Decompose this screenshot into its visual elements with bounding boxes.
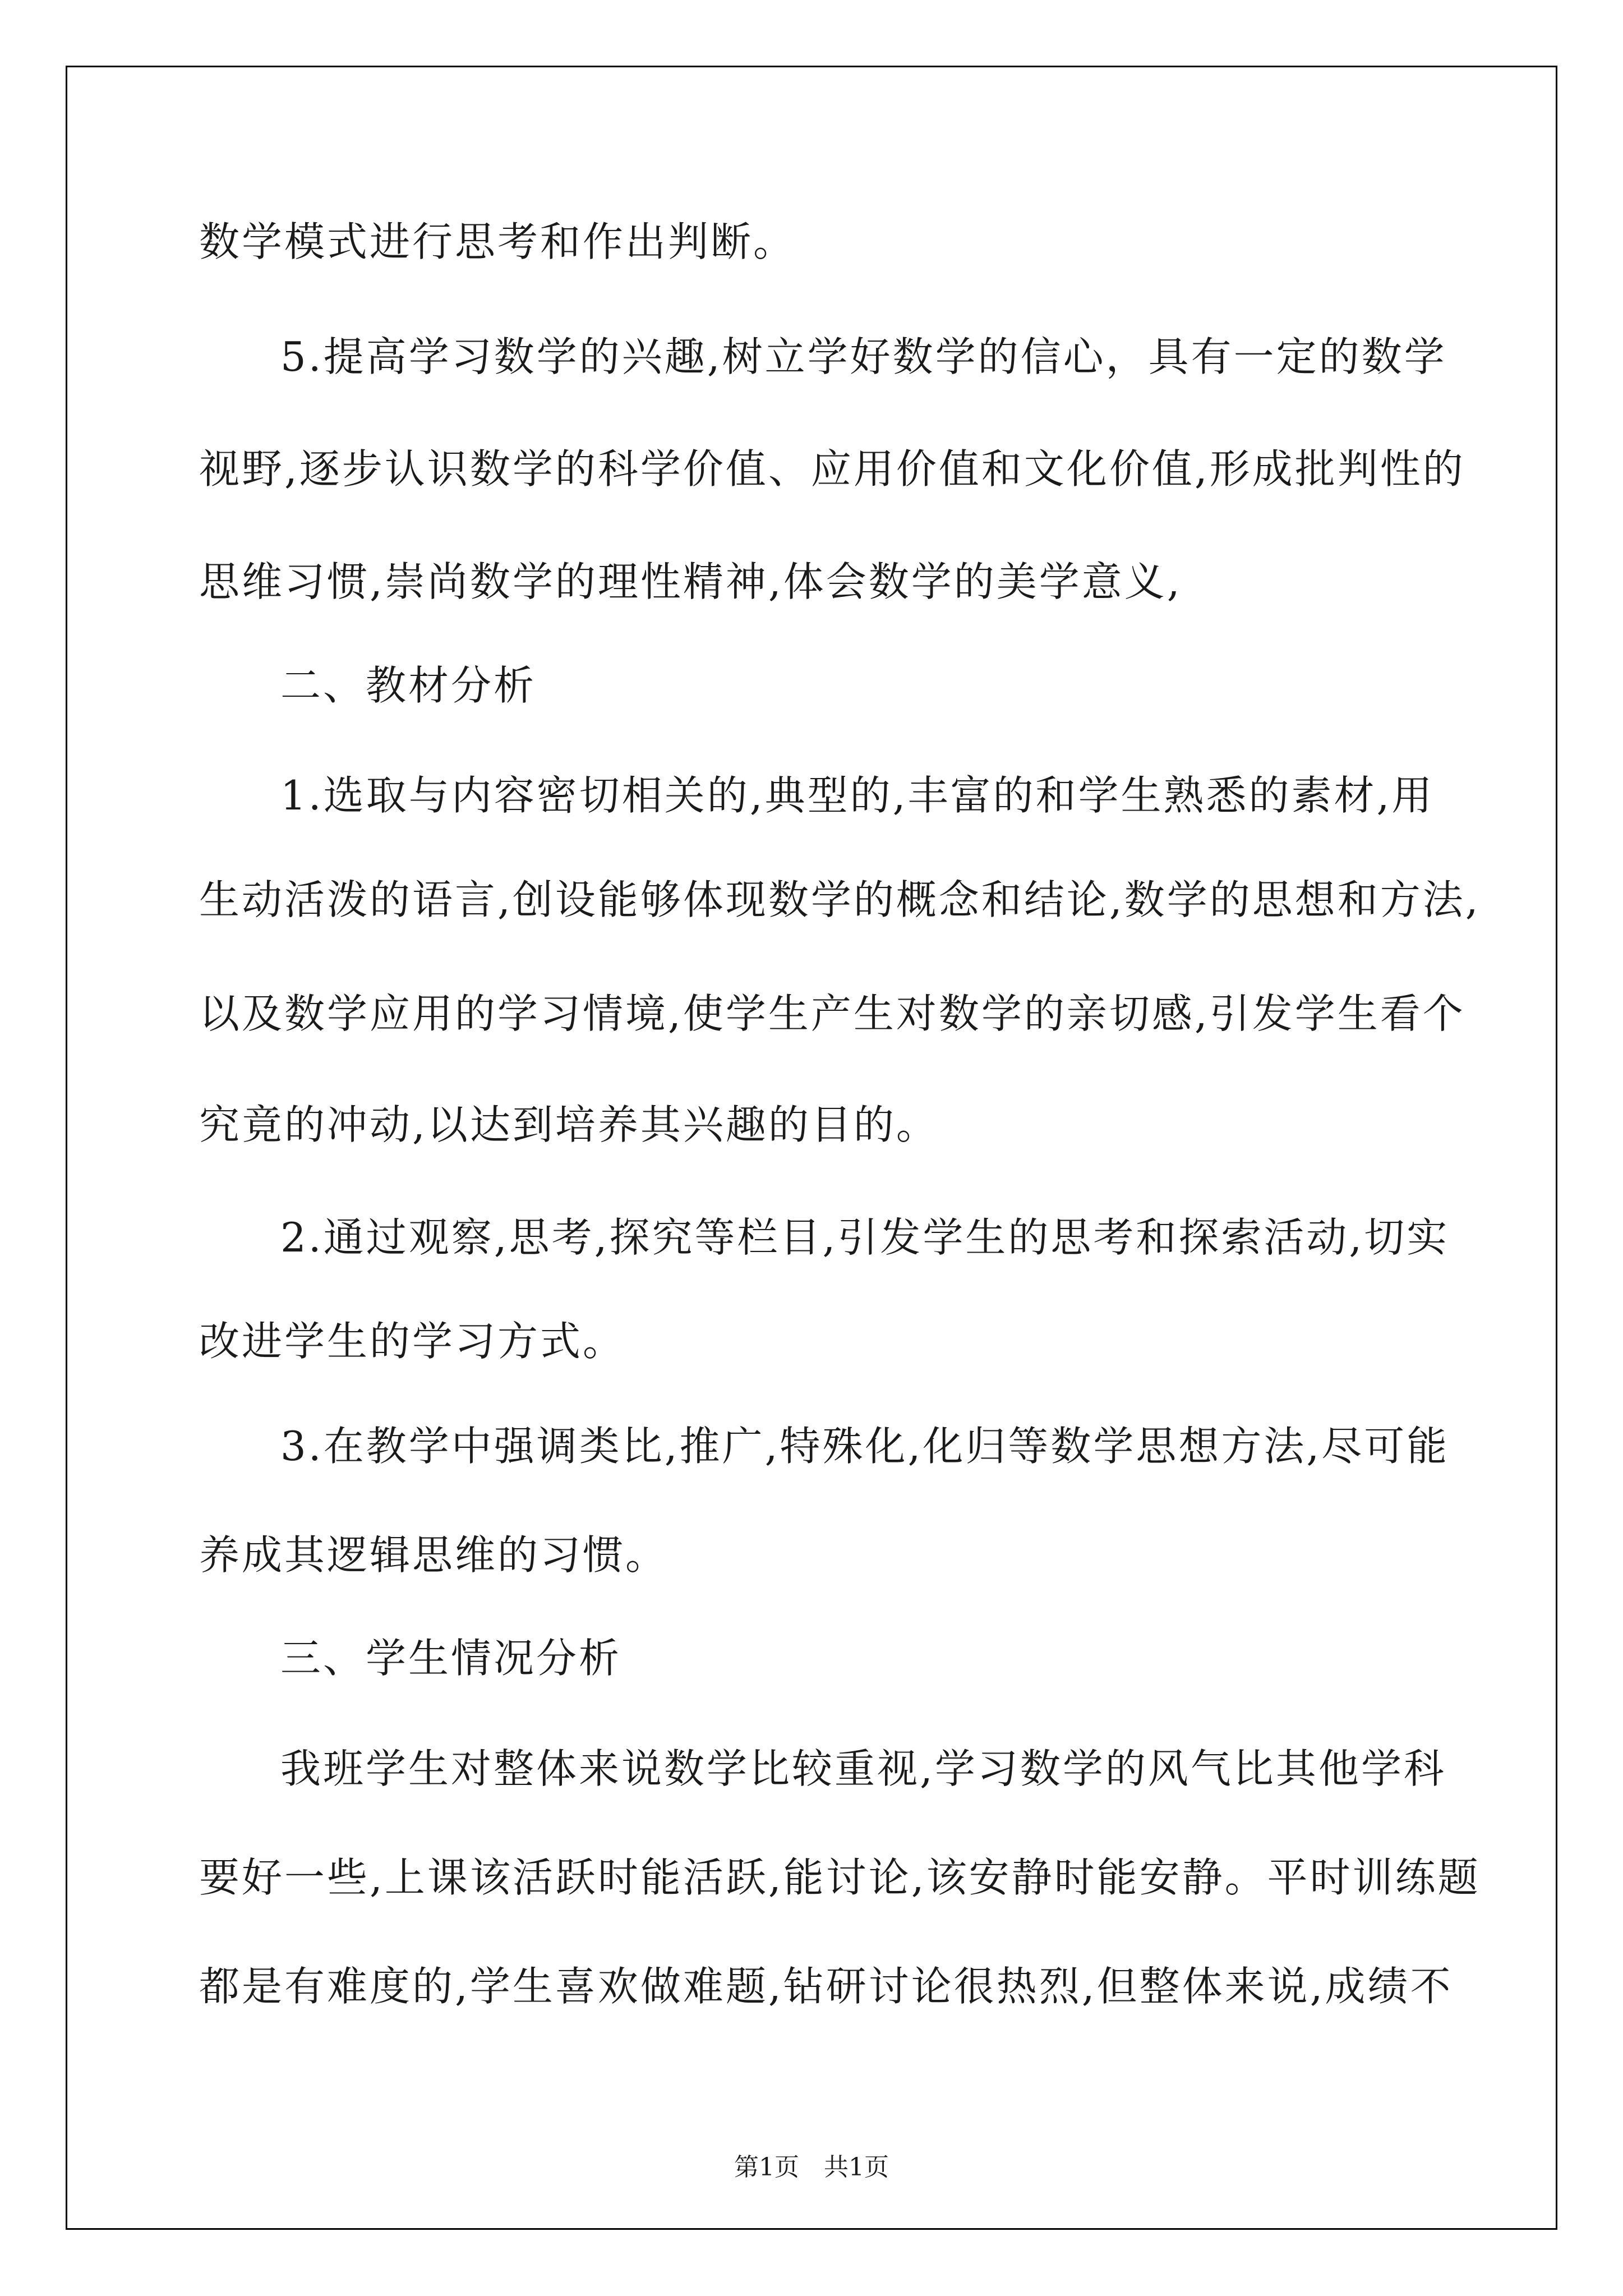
text-line: 改进学生的学习方式。 xyxy=(199,1318,626,1365)
paragraph-3: 3.在教学中强调类比,推广,特殊化,化归等数学思想方法,尽可能 xyxy=(280,1423,1450,1470)
paragraph-1: 1.选取与内容密切相关的,典型的,丰富的和学生熟悉的素材,用 xyxy=(280,772,1435,819)
text-line: 究竟的冲动,以达到培养其兴趣的目的。 xyxy=(199,1101,939,1148)
text-line: 数学模式进行思考和作出判断。 xyxy=(199,218,796,265)
paragraph-class: 我班学生对整体来说数学比较重视,学习数学的风气比其他学科 xyxy=(280,1745,1446,1792)
text-line: 养成其逻辑思维的习惯。 xyxy=(199,1531,668,1579)
text-line: 思维习惯,崇尚数学的理性精神,体会数学的美学意义, xyxy=(199,558,1182,605)
section-heading-3: 三、学生情况分析 xyxy=(280,1635,622,1682)
paragraph-2: 2.通过观察,思考,探究等栏目,引发学生的思考和探索活动,切实 xyxy=(280,1214,1450,1261)
page-footer: 第1页 共1页 xyxy=(734,2153,889,2182)
text-line: 都是有难度的,学生喜欢做难题,钻研讨论很热烈,但整体来说,成绩不 xyxy=(199,1963,1453,2010)
paragraph-5: 5.提高学习数学的兴趣,树立学好数学的信心，具有一定的数学 xyxy=(280,333,1447,380)
section-heading-2: 二、教材分析 xyxy=(280,662,537,709)
text-line: 生动活泼的语言,创设能够体现数学的概念和结论,数学的思想和方法, xyxy=(199,876,1481,923)
text-line: 视野,逐步认识数学的科学价值、应用价值和文化价值,形成批判性的 xyxy=(199,445,1465,493)
text-line: 以及数学应用的学习情境,使学生产生对数学的亲切感,引发学生看个 xyxy=(199,990,1465,1037)
text-line: 要好一些,上课该活跃时能活跃,能讨论,该安静时能安静。平时训练题 xyxy=(199,1854,1481,1901)
